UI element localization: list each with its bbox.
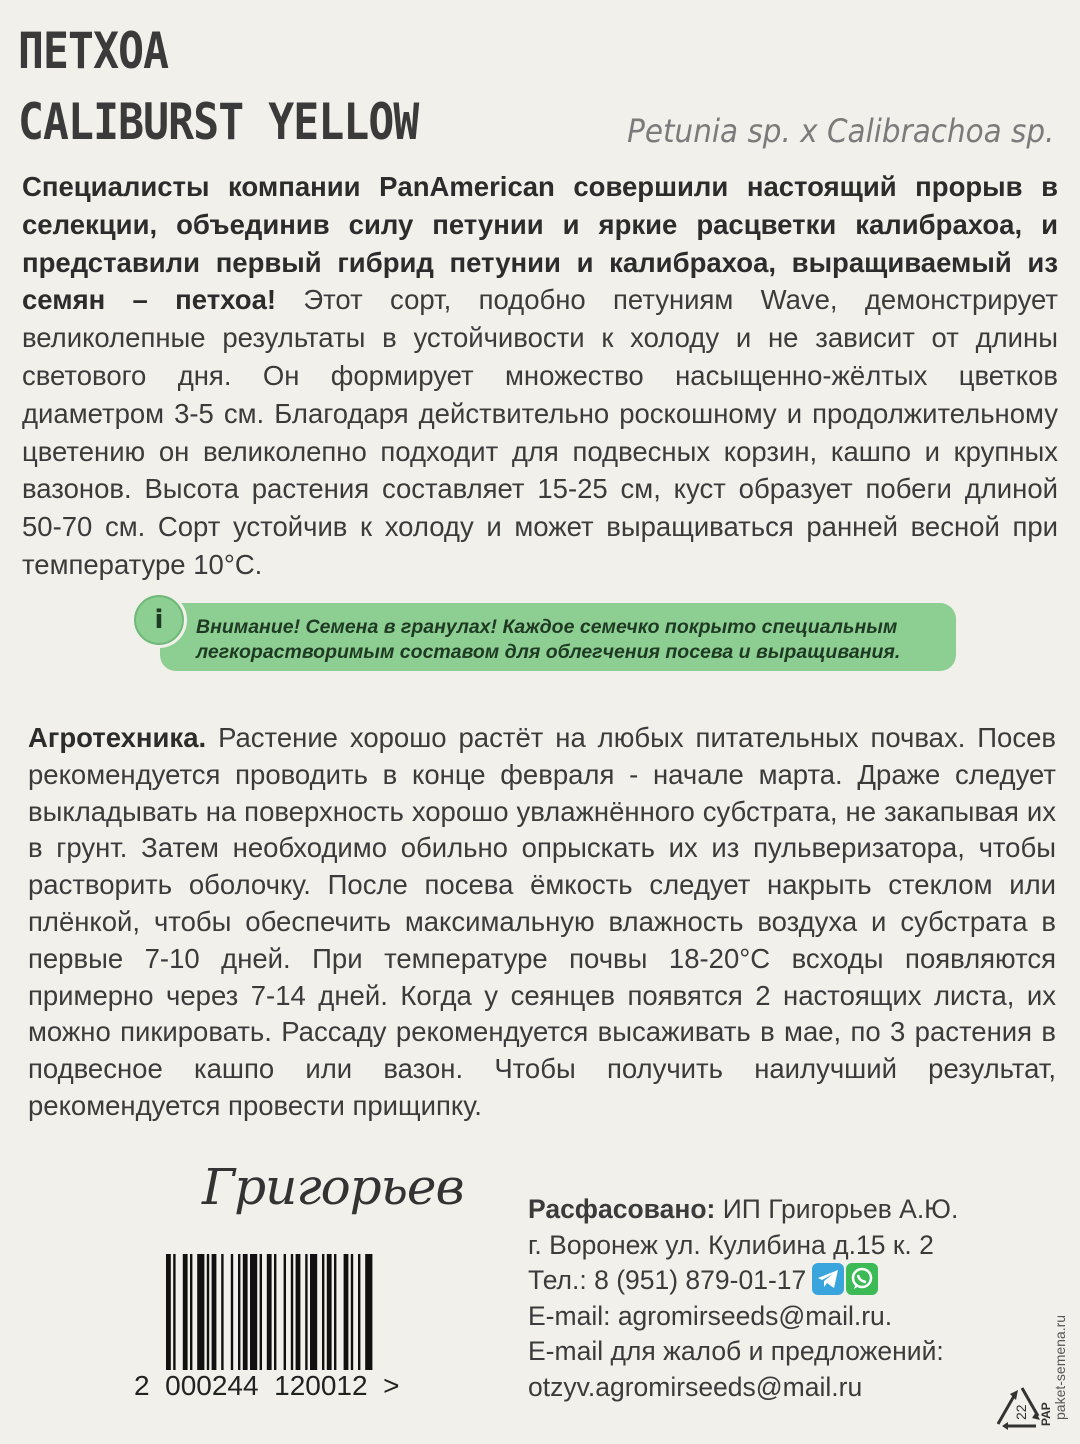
telegram-icon[interactable] [812,1263,844,1295]
latin-name: Petunia sp. x Calibrachoa sp. [626,112,1054,150]
barcode-bar [327,1254,332,1384]
barcode-bar [212,1254,217,1384]
barcode-bar [344,1254,349,1384]
info-icon: i [131,592,187,648]
packed-label: Расфасовано: [528,1194,716,1224]
contacts [528,1192,958,1405]
barcode-bar [250,1254,257,1384]
barcode-bar [351,1254,353,1384]
barcode-bar [284,1254,286,1384]
email: E-mail: agromirseeds@mail.ru. [528,1300,893,1331]
side-website: paket-semena.ru [1052,1314,1068,1420]
whatsapp-icon[interactable] [846,1263,878,1295]
agro-text: Растение хорошо растёт на любых питательных почвах. Посев рекомендуется проводить в конце февраля - начале марта. Драже следует выкладывать на поверхность хорошо увлажнённого субстрата, не закапывая их в грунт. Затем необходимо обильно опрыскать их из пульверизатора, чтобы растворить оболочку. После посева ёмкость следует накрыть стеклом или плёнкой, чтобы обеспечить максимальную влажность воздуха и субстрата в первые 7-10 дней. При температуре почвы 18-20°С всходы появляются примерно через 7-14 дней. Когда у сеянцев появятся 2 настоящих листа, их можно пикировать. Рассаду рекомендуется высаживать в мае, по 3 растения в подвесное кашпо или вазон. Чтобы получить наилучший результат, рекомендуется провести прищипку. [28,722,1056,1121]
product-title-line1: ПЕТХОА [18,22,169,80]
barcode-bar [190,1254,192,1384]
barcode-bar [267,1254,272,1384]
address: г. Воронеж ул. Кулибина д.15 к. 2 [528,1229,934,1260]
barcode-bar [260,1254,262,1384]
notice-box [160,603,956,671]
barcode-bar [274,1254,276,1384]
complaints-label: E-mail для жалоб и предложений: [528,1336,944,1366]
notice-line1: Внимание! Семена в гранулах! Каждое семечко покрыто специальным [196,616,898,638]
barcode-number: 2 000244 120012 > [134,1370,400,1401]
barcode-bar [183,1254,188,1384]
barcode-bar [238,1254,240,1384]
brand-logo: Григорьев [202,1158,464,1216]
phone: Тел.: 8 (951) 879-01-17 [528,1265,807,1295]
description-text: Этот сорт, подобно петуниям Wave, демонстрирует великолепные результаты в устойчивости к холоду и не зависит от длины светового дня. Он формирует множество насыщенно-жёлтых цветков диаметром 3-5 см. Благодаря действительно роскошному и продолжительному цветению он великолепно подходит для подвесных корзин, кашпо и крупных вазонов. Высота растения составляет 15-25 см, куст образует побеги длиной 50-70 см. Сорт устойчив к холоду и может выращиваться ранней весной при температуре 10°С. [22,284,1058,580]
phone-row [528,1263,958,1299]
product-title-line2: CALIBURST YELLOW [18,93,419,151]
barcode-bar [322,1254,324,1384]
barcode-bar [166,1254,171,1384]
barcode-bar [207,1254,209,1384]
barcode-bar [358,1254,360,1384]
notice-line2: легкорастворимым составом для облегчения посева и выращивания. [196,641,901,663]
agrotechnics [28,720,1056,1125]
barcode-bar [310,1254,317,1384]
recycle-label: PAP [1039,1402,1052,1426]
barcode-bar [173,1254,175,1384]
packed-by [528,1192,958,1228]
barcode-bar [305,1254,307,1384]
barcode-bar [291,1254,293,1384]
recycle-icon [992,1360,1052,1440]
description-bold: Специалисты компании PanAmerican совершили настоящий прорыв в селекции, объединив силу петунии и яркие расцветки калибрахоа, и представили первый гибрид петунии и калибрахоа, выращиваемый из семян – петхоа! [22,171,1058,316]
barcode-bar [197,1254,204,1384]
complaints-email: otzyv.agromirseeds@mail.ru [528,1371,863,1402]
barcode-bar [231,1254,233,1384]
barcode-bar [365,1254,372,1384]
recycle-code: 22 [1013,1404,1029,1420]
packed-value: ИП Григорьев А.Ю. [722,1194,959,1224]
barcode-bar [334,1254,336,1384]
agro-label: Агротехника. [28,722,207,753]
barcode-bar [243,1254,248,1384]
barcode-bar [221,1254,223,1384]
barcode-bar [296,1254,301,1384]
description [22,168,1058,584]
barcode [166,1254,452,1384]
